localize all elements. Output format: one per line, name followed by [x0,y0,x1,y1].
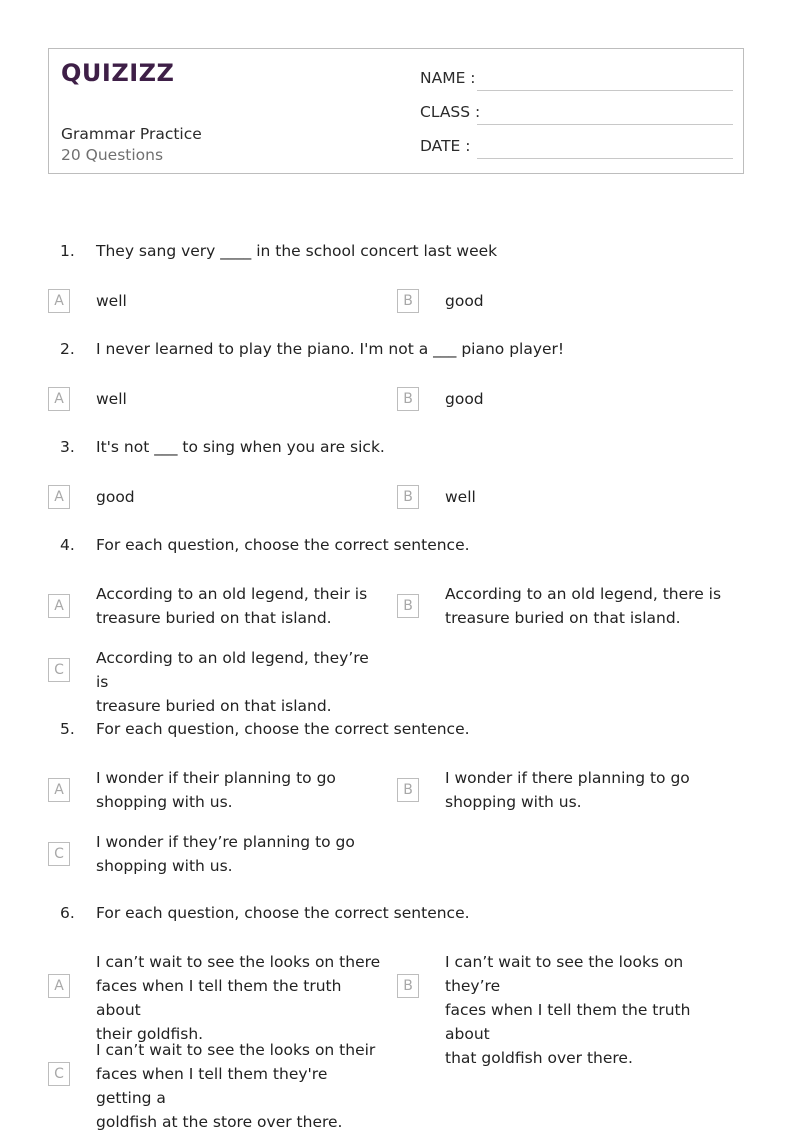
option-line: According to an old legend, they’re is [96,649,369,691]
option-line: According to an old legend, there is [445,585,722,603]
option-b-text: good [445,292,484,310]
option-b-text [445,766,735,814]
option-line: I can’t wait to see the looks on their [96,1041,376,1059]
name-label: NAME : [420,69,476,87]
option-a-box[interactable]: A [48,974,70,998]
quiz-title: Grammar Practice [61,125,202,143]
name-line [477,90,733,91]
option-line: I wonder if their planning to go [96,769,336,787]
option-line: I can’t wait to see the looks on there [96,953,381,971]
option-c-box[interactable]: C [48,658,70,682]
date-line [477,158,733,159]
option-a-text: good [96,488,135,506]
question-number: 6. [60,904,75,922]
question-count: 20 Questions [61,146,164,164]
option-c-box[interactable]: C [48,1062,70,1086]
option-b-box[interactable]: B [397,974,419,998]
option-line: shopping with us. [445,793,582,811]
question-text: I never learned to play the piano. I'm not a ___ piano player! [96,340,565,358]
option-b-box[interactable]: B [397,778,419,802]
option-a-box[interactable]: A [48,594,70,618]
option-line: goldfish at the store over there. [96,1113,343,1131]
option-a-text: well [96,292,127,310]
option-line: faces when I tell them the truth about [445,1001,691,1043]
option-line: According to an old legend, their is [96,585,368,603]
option-line: I wonder if there planning to go [445,769,690,787]
option-a-text [96,950,386,1046]
question-text: For each question, choose the correct sentence. [96,904,470,922]
option-b-box[interactable]: B [397,485,419,509]
option-a-box[interactable]: A [48,289,70,313]
question-number: 2. [60,340,75,358]
option-c-text [96,1038,386,1134]
option-line: shopping with us. [96,793,233,811]
option-line: faces when I tell them the truth about [96,977,342,1019]
option-line: shopping with us. [96,857,233,875]
question-text: For each question, choose the correct sentence. [96,720,470,738]
option-line: I wonder if they’re planning to go [96,833,355,851]
option-a-box[interactable]: A [48,485,70,509]
option-line: that goldfish over there. [445,1049,633,1067]
worksheet-header [48,48,744,174]
quizizz-logo: QUIZIZZ [61,59,175,87]
question-number: 3. [60,438,75,456]
date-label: DATE : [420,137,471,155]
option-c-box[interactable]: C [48,842,70,866]
option-b-box[interactable]: B [397,594,419,618]
class-line [477,124,733,125]
option-b-text: well [445,488,476,506]
option-c-text [96,830,386,878]
option-b-text [445,582,735,630]
question-text: For each question, choose the correct sentence. [96,536,470,554]
question-text: They sang very ____ in the school concert last week [96,242,498,260]
option-line: their goldfish. [96,1025,204,1043]
option-a-text [96,582,386,630]
option-a-box[interactable]: A [48,778,70,802]
option-b-box[interactable]: B [397,289,419,313]
option-b-box[interactable]: B [397,387,419,411]
option-a-text [96,766,386,814]
option-b-text [445,950,735,1070]
option-line: treasure buried on that island. [96,697,332,715]
option-line: treasure buried on that island. [445,609,681,627]
option-b-text: good [445,390,484,408]
question-number: 1. [60,242,75,260]
option-a-box[interactable]: A [48,387,70,411]
question-number: 4. [60,536,75,554]
option-line: faces when I tell them they're getting a [96,1065,328,1107]
class-label: CLASS : [420,103,481,121]
option-line: treasure buried on that island. [96,609,332,627]
option-line: I can’t wait to see the looks on they’re [445,953,684,995]
question-text: It's not ___ to sing when you are sick. [96,438,385,456]
option-a-text: well [96,390,127,408]
question-number: 5. [60,720,75,738]
option-c-text [96,646,386,718]
